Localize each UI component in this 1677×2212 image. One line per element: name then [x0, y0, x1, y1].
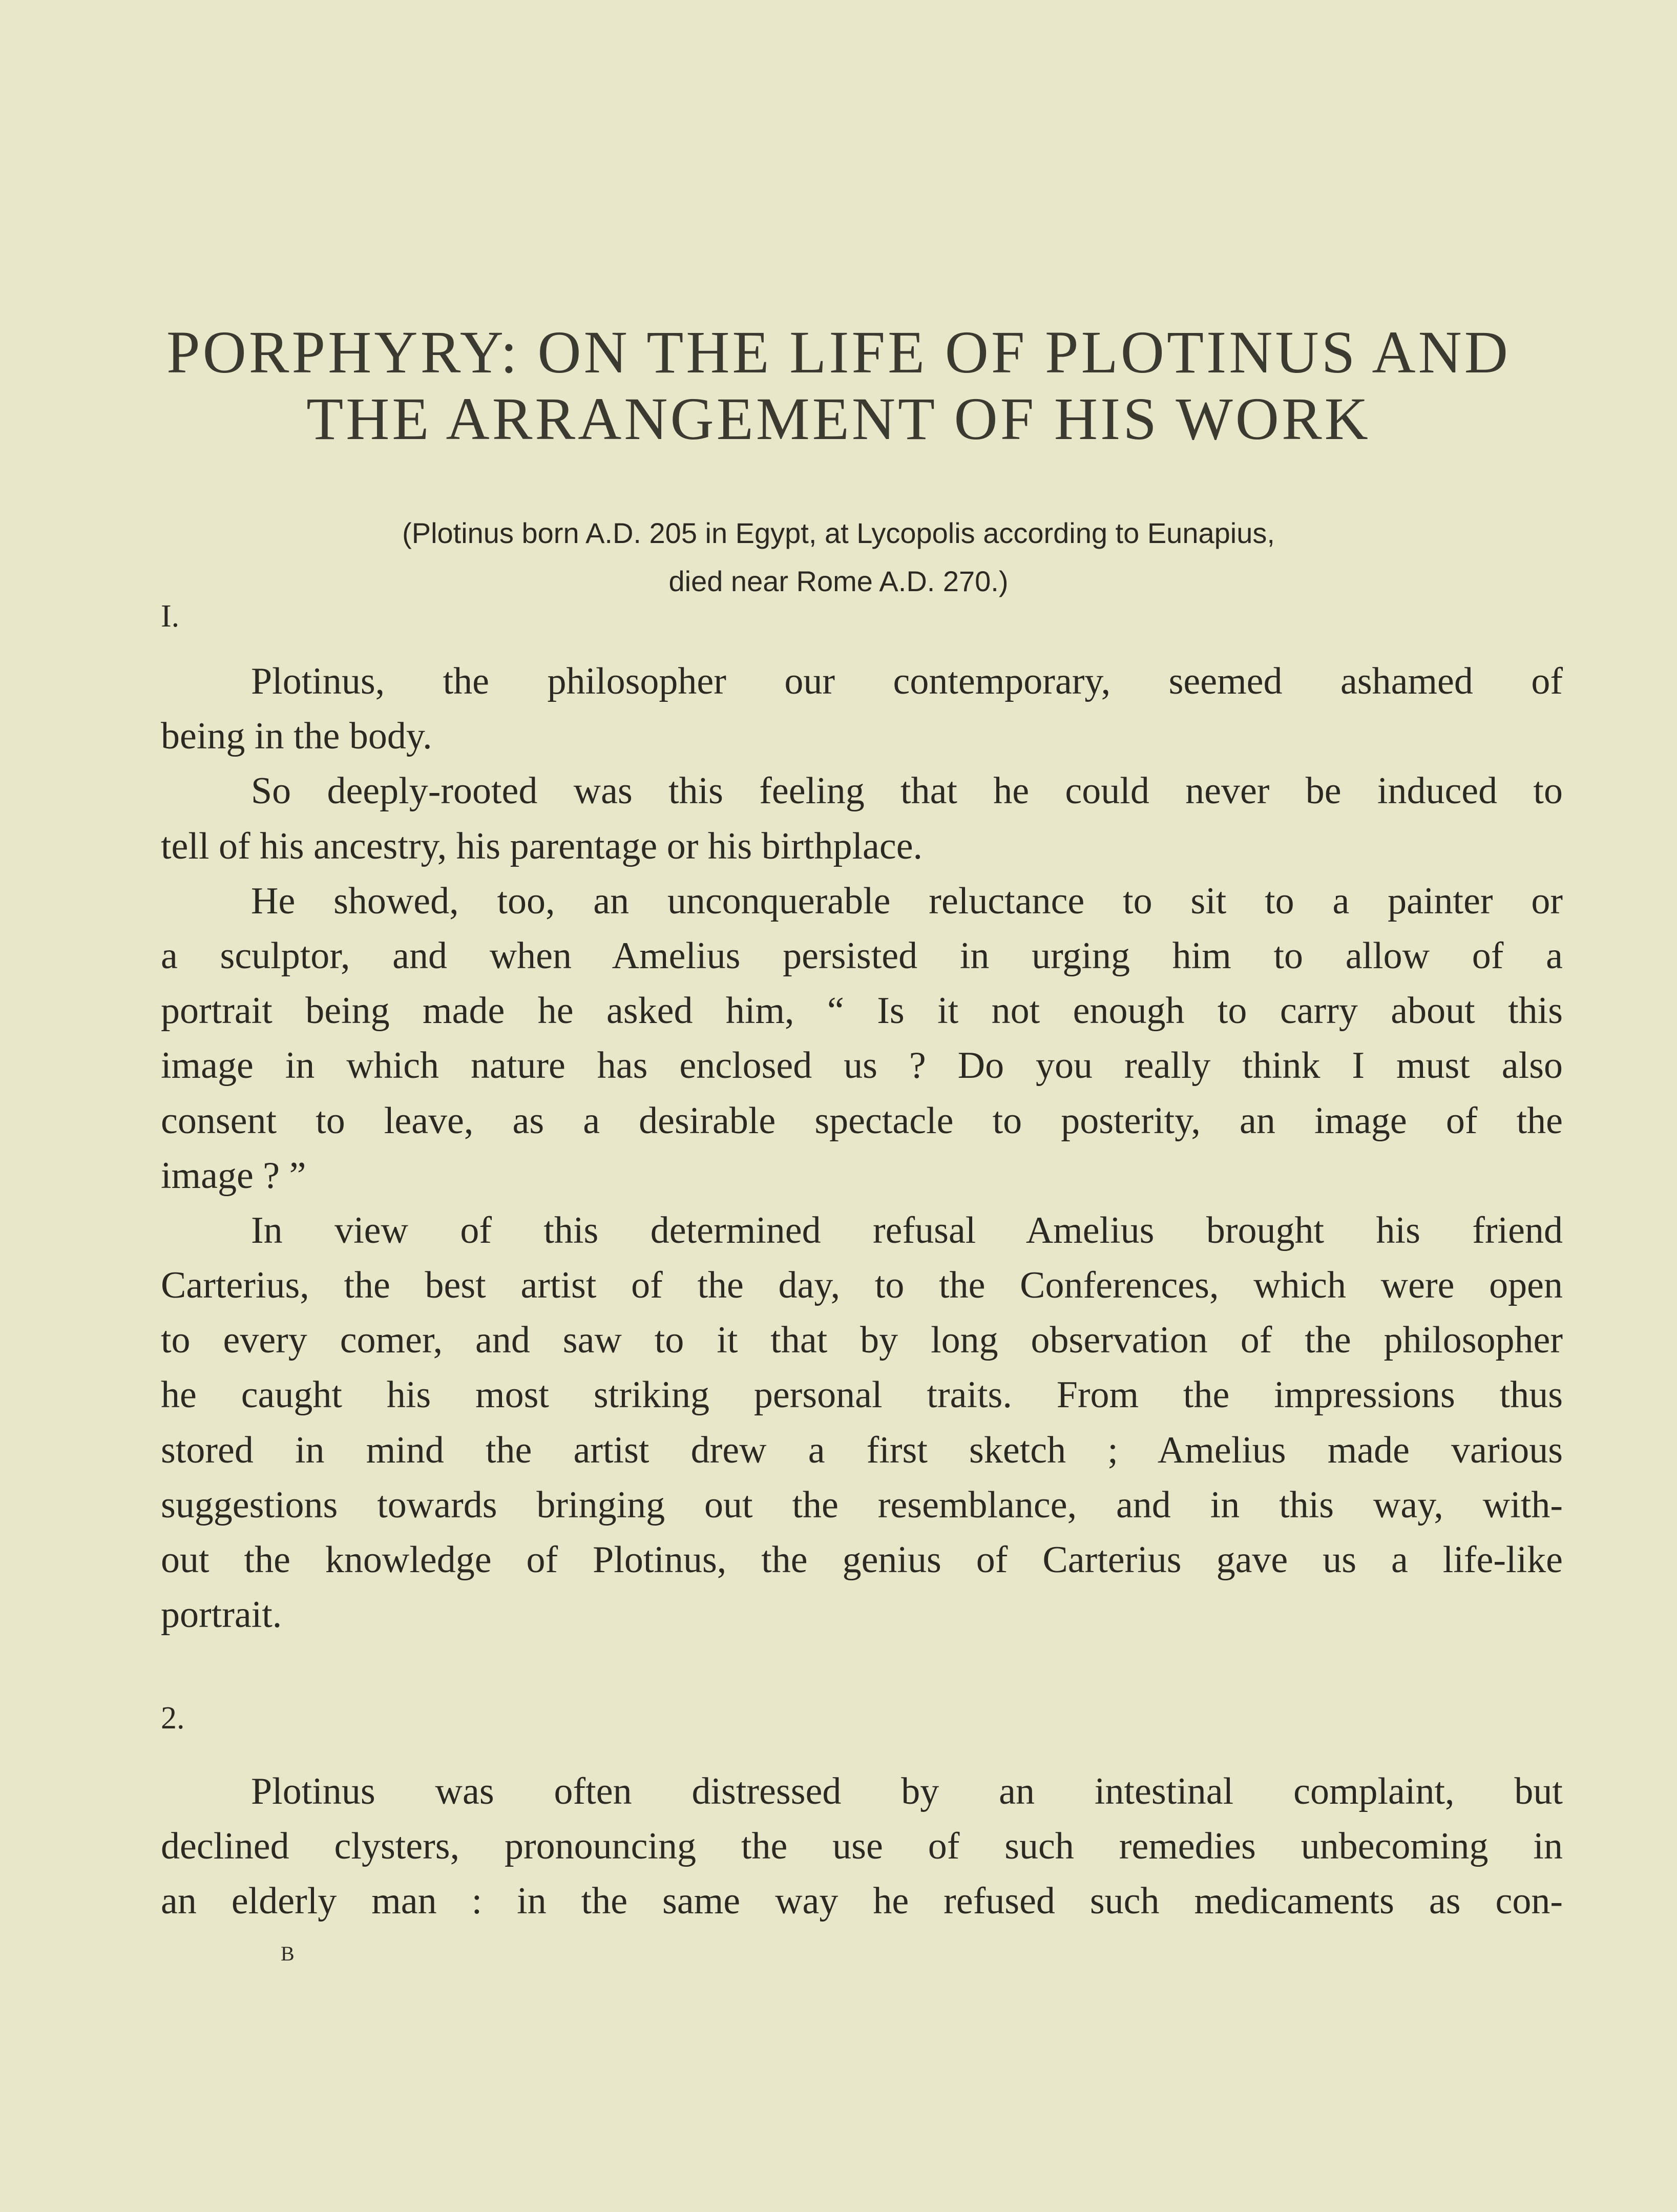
text-line: He showed, too, an unconquerable reluctance to sit to a painter or [251, 880, 1563, 922]
section-number-2: 2. [161, 1701, 185, 1736]
text-line: In view of this determined refusal Amelius brought his friend [251, 1209, 1563, 1251]
text-line: being in the body. [161, 715, 432, 758]
section-2-text [161, 1764, 1563, 1929]
text-line: image in which nature has enclosed us ? Do you really think I must also [161, 1045, 1563, 1087]
subtitle-line-2: died near Rome A.D. 270.) [668, 565, 1009, 597]
text-line: portrait. [161, 1594, 282, 1636]
text-line: he caught his most striking personal traits. From the impressions thus [161, 1374, 1563, 1416]
text-line: consent to leave, as a desirable spectacle to posterity, an image of the [161, 1099, 1563, 1142]
text-line: Carterius, the best artist of the day, to the Conferences, which were open [161, 1264, 1563, 1307]
text-line: to every comer, and saw to it that by long observation of the philosopher [161, 1319, 1563, 1362]
text-line: stored in mind the artist drew a first sketch ; Amelius made various [161, 1429, 1563, 1471]
chapter-title-line-1: PORPHYRY: ON THE LIFE OF PLOTINUS AND [166, 319, 1511, 386]
text-line: image ? ” [161, 1154, 306, 1197]
chapter-title-line-2: THE ARRANGEMENT OF HIS WORK [306, 385, 1371, 452]
text-line: Plotinus, the philosopher our contemporary, seemed ashamed of [251, 660, 1563, 702]
text-line: out the knowledge of Plotinus, the genius of Carterius gave us a life-like [161, 1539, 1563, 1581]
section-1-text [161, 654, 1563, 1642]
text-line: declined clysters, pronouncing the use of such remedies unbecoming in [161, 1825, 1563, 1868]
text-line: Plotinus was often distressed by an intestinal complaint, but [251, 1770, 1563, 1812]
text-line: suggestions towards bringing out the resemblance, and in this way, with- [161, 1484, 1563, 1526]
text-line: tell of his ancestry, his parentage or his birthplace. [161, 825, 923, 867]
text-line: So deeply-rooted was this feeling that he could never be induced to [251, 770, 1563, 812]
section-number-1: I. [161, 599, 180, 634]
signature-mark: B [281, 1942, 295, 1965]
subtitle-line-1: (Plotinus born A.D. 205 in Egypt, at Lycopolis according to Eunapius, [402, 517, 1275, 549]
text-line: a sculptor, and when Amelius persisted in urging him to allow of a [161, 934, 1563, 977]
text-line: portrait being made he asked him, “ Is it not enough to carry about this [161, 990, 1563, 1032]
text-line: an elderly man : in the same way he refused such medicaments as con- [161, 1880, 1563, 1923]
